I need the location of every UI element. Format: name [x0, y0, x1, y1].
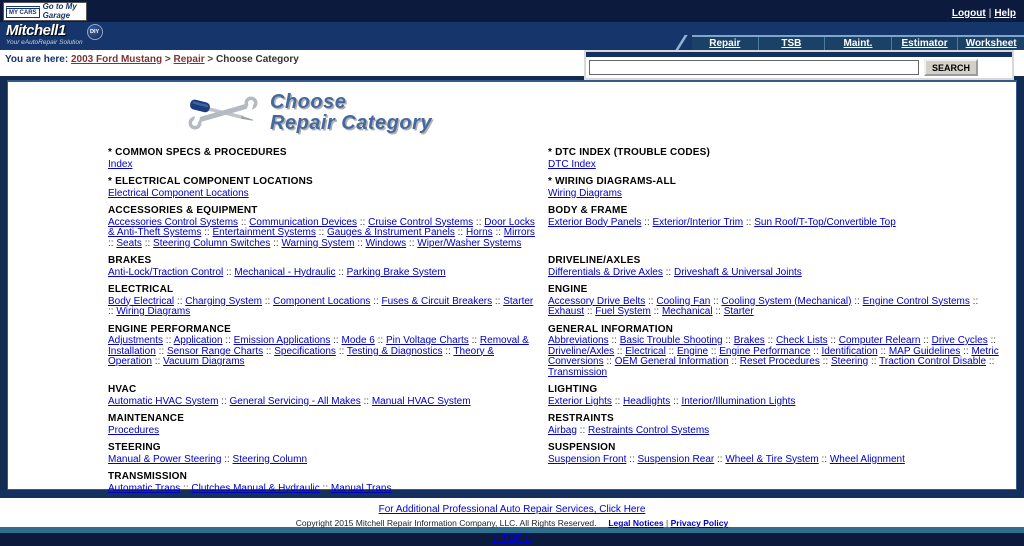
category-title: BODY & FRAME [548, 205, 628, 216]
category-link[interactable]: Vacuum Diagrams [163, 356, 245, 367]
category-links [108, 268, 540, 279]
link-separator: :: [263, 345, 275, 357]
category-link[interactable]: Metric Conversions [548, 345, 999, 367]
category-link[interactable]: Mechanical - Hydraulic [234, 266, 336, 278]
category-section [548, 256, 1000, 278]
category-title: STEERING [108, 442, 161, 453]
category-link[interactable]: Basic Trouble Shooting [619, 335, 723, 346]
category-link[interactable]: Index [108, 158, 133, 170]
category-title: LIGHTING [548, 384, 598, 395]
category-links [108, 455, 540, 466]
go-to-my-garage-button[interactable] [3, 2, 87, 21]
link-separator: :: [374, 335, 386, 346]
link-separator: :: [611, 395, 624, 407]
category-link[interactable]: Mirrors [503, 227, 535, 238]
breadcrumb-row [0, 50, 1024, 76]
link-separator: :: [221, 453, 233, 465]
link-separator: :: [851, 295, 863, 307]
category-links [548, 189, 1000, 200]
category-link[interactable]: Headlights [623, 395, 671, 407]
category-link[interactable]: Manual & Power Steering [108, 453, 222, 465]
category-section [548, 385, 1000, 407]
category-link[interactable]: General Servicing - All Makes [229, 395, 361, 407]
tab-label[interactable]: Repair [709, 38, 741, 49]
category-links [548, 397, 1000, 408]
link-separator: :: [141, 237, 154, 249]
category-link[interactable]: Exhaust [548, 306, 585, 317]
category-link[interactable]: Wiper/Washer Systems [417, 237, 522, 249]
top-bar [0, 0, 1024, 22]
category-link[interactable]: Identification [821, 345, 878, 357]
category-link[interactable]: Mode 6 [341, 335, 375, 346]
link-separator: :: [877, 345, 889, 357]
category-links [108, 297, 540, 318]
breadcrumb-current: Choose Category [216, 54, 299, 65]
category-link[interactable]: Automatic Trans [108, 482, 181, 494]
link-separator: :: [335, 266, 347, 278]
category-link[interactable]: Procedures [108, 424, 160, 436]
category-link[interactable]: Exterior Body Panels [548, 216, 642, 228]
help-link[interactable]: Help [994, 8, 1016, 19]
link-separator: :: [261, 295, 274, 307]
page-header [186, 90, 432, 136]
category-section [108, 325, 540, 379]
category-link[interactable]: Restraints Control Systems [588, 424, 710, 436]
search-panel [584, 50, 1014, 80]
tab-label[interactable]: Worksheet [965, 38, 1017, 49]
content-panel [7, 80, 1017, 494]
category-link[interactable]: Suspension Front [548, 453, 627, 465]
category-title: * COMMON SPECS & PROCEDURES [108, 147, 287, 158]
tab-label[interactable]: Estimator [901, 38, 948, 49]
category-section [108, 285, 540, 318]
tab-maint[interactable] [824, 37, 891, 50]
link-separator: :: [670, 395, 682, 407]
category-link[interactable]: Anti-Lock/Traction Control [108, 266, 224, 278]
link-separator: :: [710, 295, 722, 307]
category-link[interactable]: DTC Index [548, 158, 596, 170]
category-link[interactable]: Computer Relearn [838, 335, 921, 346]
category-link[interactable]: Exterior Lights [548, 395, 612, 407]
link-separator: :: [218, 395, 230, 407]
link-separator: :: [868, 356, 880, 367]
category-link[interactable]: Airbag [548, 424, 577, 436]
category-link[interactable]: Clutches Manual & Hydraulic [191, 482, 320, 494]
link-separator: :: [108, 237, 117, 249]
link-separator: :: [743, 216, 755, 228]
category-link[interactable]: Steering [830, 356, 869, 367]
category-link[interactable]: Engine Performance [719, 345, 811, 357]
link-separator: :: [987, 335, 997, 346]
breadcrumb-vehicle-link[interactable]: 2003 Ford Mustang [70, 54, 163, 65]
back-to-top-link[interactable]: :: TOP :: [492, 533, 532, 544]
breadcrumb-label: You are here: [5, 54, 69, 65]
link-separator: :: [319, 482, 331, 494]
link-separator: :: [714, 453, 726, 465]
category-link[interactable]: Entertainment Systems [212, 227, 316, 238]
link-separator: :: [360, 395, 372, 407]
tab-worksheet[interactable] [957, 37, 1024, 50]
category-section [108, 206, 540, 249]
link-separator: :: [370, 295, 382, 307]
category-title: DRIVELINE/AXLES [548, 255, 641, 266]
page-title-line1: Choose [270, 91, 347, 113]
content-surround [0, 76, 1024, 494]
tools-icon [186, 90, 260, 136]
category-link[interactable]: Driveshaft & Universal Joints [673, 266, 802, 278]
logo-text: Mitchell1 [6, 22, 66, 39]
category-section [108, 472, 540, 494]
category-link[interactable]: Testing & Diagnostics [346, 345, 443, 357]
link-separator: :: [626, 453, 638, 465]
link-separator: :: [645, 295, 657, 307]
categories-area [108, 148, 1000, 501]
breadcrumb-separator: > [207, 54, 214, 65]
category-link[interactable]: Sensor Range Charts [166, 345, 264, 357]
category-links [548, 297, 1000, 318]
category-link[interactable]: Engine [676, 345, 709, 357]
link-separator: :: [969, 295, 979, 307]
tab-estimator[interactable] [891, 37, 958, 50]
additional-services-link[interactable]: For Additional Professional Auto Repair Services, Click Here [378, 504, 646, 515]
category-link[interactable]: Application [173, 335, 223, 346]
link-separator: :: [584, 306, 596, 317]
category-title: ENGINE [548, 284, 588, 295]
link-separator: :: [492, 295, 504, 307]
link-separator: :: [468, 335, 480, 346]
category-links [108, 397, 540, 408]
link-separator: :: [180, 482, 192, 494]
category-link[interactable]: Parking Brake System [346, 266, 446, 278]
breadcrumb-repair-link[interactable]: Repair [173, 54, 205, 65]
category-link[interactable]: Adjustments [108, 335, 164, 346]
link-separator: :: [201, 227, 213, 238]
category-links [548, 426, 1000, 437]
category-link[interactable]: Wheel & Tire System [725, 453, 819, 465]
category-title: * WIRING DIAGRAMS-ALL [548, 176, 677, 187]
category-title: ENGINE PERFORMANCE [108, 323, 232, 335]
copyright-text: Copyright 2015 Mitchell Repair Information Company, LLC. All Rights Reserved. [295, 518, 597, 528]
category-link[interactable]: Interior/Illumination Lights [681, 395, 796, 407]
link-separator: :: [819, 356, 831, 367]
link-separator: :: [712, 306, 724, 317]
category-link[interactable]: Suspension Rear [637, 453, 715, 465]
category-links [548, 455, 1000, 466]
breadcrumb [5, 54, 299, 65]
tab-tsb[interactable] [758, 37, 825, 50]
link-separator: :: [442, 345, 454, 357]
link-divider: | [988, 8, 992, 19]
link-separator: :: [764, 335, 776, 346]
category-link[interactable]: Steering Column [232, 453, 308, 465]
tab-bar [692, 35, 1024, 50]
category-link[interactable]: Manual HVAC System [371, 395, 471, 407]
category-link[interactable]: Door Locks & Anti-Theft Systems [108, 216, 535, 238]
link-separator: :: [960, 345, 972, 357]
link-separator: :: [174, 295, 186, 307]
category-title: MAINTENANCE [108, 413, 185, 424]
link-divider: | [666, 518, 669, 528]
link-separator: :: [827, 335, 839, 346]
category-links [548, 160, 1000, 171]
page-title-line2: Repair Category [270, 112, 432, 134]
category-section [548, 285, 1000, 318]
category-link[interactable]: Charging System [185, 295, 262, 307]
category-link[interactable]: Steering Column Switches [153, 237, 271, 249]
tab-repair[interactable] [692, 37, 758, 50]
category-link[interactable]: Component Locations [273, 295, 371, 307]
link-separator: :: [354, 237, 366, 249]
category-link[interactable]: Accessory Drive Belts [548, 295, 646, 307]
category-link[interactable]: Pin Voltage Charts [385, 335, 469, 346]
my-cars-plate-icon: MY CARS [6, 6, 40, 18]
category-link[interactable]: Driveline/Axles [548, 345, 615, 357]
tab-label[interactable]: TSB [781, 38, 802, 49]
category-link[interactable]: Seats [116, 237, 142, 249]
mitchell1-logo [6, 23, 103, 46]
category-links [108, 218, 540, 250]
category-link[interactable]: Starter [723, 306, 754, 317]
category-title: BRAKES [108, 255, 152, 266]
category-links [108, 484, 540, 495]
category-title: GENERAL INFORMATION [548, 323, 674, 335]
link-separator: :: [155, 345, 167, 357]
privacy-policy-link[interactable]: Privacy Policy [670, 518, 729, 528]
logo-tagline: Your eAutoRepair Solution [6, 39, 83, 46]
category-link[interactable]: Windows [365, 237, 407, 249]
link-separator: :: [357, 216, 369, 228]
link-separator: :: [330, 335, 342, 346]
category-link[interactable]: Specifications [274, 345, 336, 357]
logout-link[interactable]: Logout [951, 8, 986, 19]
category-link[interactable]: Emission Applications [233, 335, 331, 346]
link-separator: :: [223, 266, 235, 278]
link-separator: :: [728, 356, 740, 367]
category-link[interactable]: Fuel System [595, 306, 651, 317]
category-links [108, 160, 540, 171]
category-links [548, 218, 1000, 229]
link-separator: :: [576, 424, 589, 436]
category-title: * DTC INDEX (TROUBLE CODES) [548, 147, 711, 158]
category-link[interactable]: Body Electrical [108, 295, 175, 307]
category-link[interactable]: Removal & Installation [108, 335, 529, 357]
link-separator: :: [454, 227, 466, 238]
category-link[interactable]: Engine Control Systems [862, 295, 970, 307]
link-separator: :: [662, 266, 674, 278]
category-title: * ELECTRICAL COMPONENT LOCATIONS [108, 176, 313, 187]
category-link[interactable]: Starter [503, 295, 534, 307]
category-section [108, 385, 540, 407]
category-link[interactable]: Brakes [733, 335, 765, 346]
category-links [108, 189, 540, 200]
category-link[interactable]: Cruise Control Systems [368, 216, 474, 228]
category-link[interactable]: Manual Trans [330, 482, 392, 494]
category-title: ACCESSORIES & EQUIPMENT [108, 205, 258, 216]
category-links [108, 336, 540, 368]
category-link[interactable]: MAP Guidelines [888, 345, 961, 357]
category-link[interactable]: Mechanical [661, 306, 713, 317]
category-link[interactable]: Check Lists [775, 335, 828, 346]
link-separator: :: [492, 227, 504, 238]
category-link[interactable]: Warning System [281, 237, 355, 249]
category-link[interactable]: Theory & Operation [108, 345, 494, 367]
link-separator: :: [920, 335, 932, 346]
category-link[interactable]: Wiring Diagrams [548, 187, 622, 199]
breadcrumb-separator: > [164, 54, 171, 65]
category-section [548, 325, 1000, 379]
link-separator: :: [406, 237, 418, 249]
category-title: RESTRAINTS [548, 413, 614, 424]
category-link[interactable]: Gauges & Instrument Panels [327, 227, 455, 238]
link-separator: :: [650, 306, 662, 317]
link-separator: :: [151, 356, 164, 367]
category-link[interactable]: Horns [465, 227, 493, 238]
link-separator: :: [665, 345, 677, 357]
category-section [548, 148, 1000, 170]
category-link[interactable]: Electrical [625, 345, 666, 357]
link-separator: :: [722, 335, 734, 346]
category-link[interactable]: Transmission [548, 366, 608, 378]
category-links [548, 268, 1000, 279]
garage-button-label: Go to My Garage [42, 1, 77, 20]
category-title: ELECTRICAL [108, 284, 174, 295]
tab-label[interactable]: Maint. [843, 38, 873, 49]
category-link[interactable]: Drive Cycles [931, 335, 988, 346]
category-title: TRANSMISSION [108, 471, 188, 482]
legal-notices-link[interactable]: Legal Notices [608, 518, 664, 528]
banner [0, 22, 1024, 50]
category-link[interactable]: Differentials & Drive Axles [548, 266, 663, 278]
category-links [548, 336, 1000, 378]
link-separator: :: [108, 306, 117, 317]
category-link[interactable]: Electrical Component Locations [108, 187, 249, 199]
link-separator: :: [270, 237, 282, 249]
category-link[interactable]: Automatic HVAC System [108, 395, 219, 407]
link-separator: :: [608, 335, 620, 346]
category-section [108, 414, 540, 436]
category-link[interactable]: OEM General Information [614, 356, 729, 367]
category-title: SUSPENSION [548, 442, 616, 453]
link-separator: :: [986, 356, 995, 367]
category-link[interactable]: Exterior/Interior Trim [652, 216, 744, 228]
link-separator: :: [222, 335, 234, 346]
link-separator: :: [238, 216, 250, 228]
category-section [548, 414, 1000, 436]
category-section [108, 443, 540, 465]
link-separator: :: [818, 453, 830, 465]
category-link[interactable]: Reset Procedures [739, 356, 820, 367]
link-separator: :: [163, 335, 174, 346]
diy-badge-icon: DIY [87, 24, 103, 40]
category-section [108, 256, 540, 278]
category-link[interactable]: Fuses & Circuit Breakers [381, 295, 493, 307]
link-separator: :: [810, 345, 822, 357]
category-links [108, 426, 540, 437]
link-separator: :: [708, 345, 720, 357]
link-separator: :: [614, 345, 626, 357]
link-separator: :: [315, 227, 327, 238]
category-section [548, 206, 1000, 249]
link-separator: :: [603, 356, 615, 367]
link-separator: :: [335, 345, 347, 357]
page-title [270, 92, 432, 134]
category-link[interactable]: Cooling Fan [656, 295, 711, 307]
category-grid [108, 148, 1000, 501]
category-section [548, 443, 1000, 465]
search-button[interactable]: SEARCH [924, 59, 978, 76]
category-link[interactable]: Abbreviations [548, 335, 609, 346]
category-link[interactable]: Communication Devices [249, 216, 357, 228]
footer [0, 498, 1024, 544]
category-section [548, 177, 1000, 199]
category-link[interactable]: Accessories Control Systems [108, 216, 239, 228]
category-link[interactable]: Wiring Diagrams [116, 306, 191, 317]
category-link[interactable]: Wheel Alignment [829, 453, 905, 465]
category-section [108, 148, 540, 170]
category-section [108, 177, 540, 199]
category-title: HVAC [108, 384, 137, 395]
link-separator: :: [473, 216, 485, 228]
link-separator: :: [641, 216, 653, 228]
category-link[interactable]: Cooling System (Mechanical) [721, 295, 852, 307]
category-link[interactable]: Traction Control Disable [879, 356, 987, 367]
category-link[interactable]: Sun Roof/T-Top/Convertible Top [754, 216, 896, 228]
search-input[interactable] [589, 60, 919, 75]
category-section [548, 472, 1000, 494]
